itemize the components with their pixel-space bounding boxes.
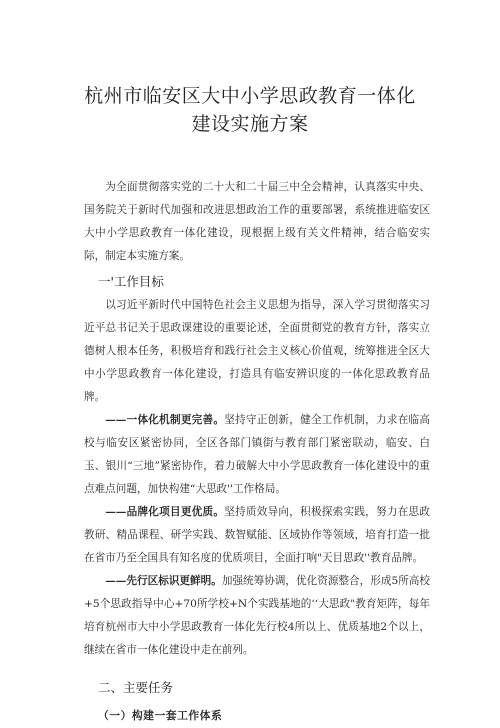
title-line-1: 杭州市临安区大中小学思政教育一体化 bbox=[84, 85, 416, 107]
section-heading-goals: 一'工作目标 bbox=[98, 274, 164, 289]
goal-paragraph-brand bbox=[84, 501, 430, 570]
goal-lead-brand: ——品牌化项目更优质。 bbox=[105, 506, 225, 518]
goal-text-pilot: 加强统筹协调，优化资源整合，形成5所高校+5个思政指导中心+70所学校+N个实践基地的‘‘大思政"教育矩阵，每年培育杭州市大中小学思政教育一体化先行校4所以上、优质基地2个以上，继续在省市一体化建设中走在前列。 bbox=[84, 575, 430, 656]
goals-paragraph: 以习近平新时代中国特色社会主义思想为指导，深入学习贯彻落实习近平总书记关于思政课建设的重要论述，全面贯彻党的教育方针，落实立德树人根本任务，积极培育和践行社会主义核心价值观，统筹推进全区大中小学思政教育一体化建设，打造具有临安辨识度的一体化思政教育品牌。 bbox=[84, 299, 430, 403]
document-title bbox=[70, 0, 430, 138]
subsection-heading-system: （一）构建一套工作体系 bbox=[98, 709, 223, 722]
goal-paragraph-mechanism bbox=[84, 409, 430, 501]
goal-lead-pilot: ——先行区标识更鲜明。 bbox=[105, 575, 222, 587]
goal-text-mechanism: 坚持守正创新，健全工作机制，力求在临高校与临安区紧密协同，全区各部门镇街与教育部门紧密联动，临安、白玉、银川“三地”紧密协作，着力破解大中小学思政教育一体化建设中的重点难点问题，加快构建“大思政''工作格局。 bbox=[84, 414, 430, 495]
goal-lead-mechanism: ——一体化机制更完善。 bbox=[105, 414, 225, 426]
section-heading-tasks: 二、主要任务 bbox=[98, 680, 174, 695]
intro-paragraph: 为全面贯彻落实党的二十大和二十届三中全会精神，认真落实中央、国务院关于新时代加强和改进思想政治工作的重要部署，系统推进临安区大中小学思政教育一体化建设，现根据上级有关文件精神，结合临安实际，制定本实施方案。 bbox=[84, 181, 430, 262]
title-line-2: 建设实施方案 bbox=[191, 113, 309, 135]
goal-paragraph-pilot bbox=[84, 570, 430, 662]
goal-text-brand: 坚持质效导向，积极探索实践，努力在思政教研、精品课程、研学实践、数智赋能、区域协作等领域，培育打造一批在省市乃至全国具有知名度的优质项目，全面打响"天目思政''教育品牌。 bbox=[84, 506, 430, 564]
